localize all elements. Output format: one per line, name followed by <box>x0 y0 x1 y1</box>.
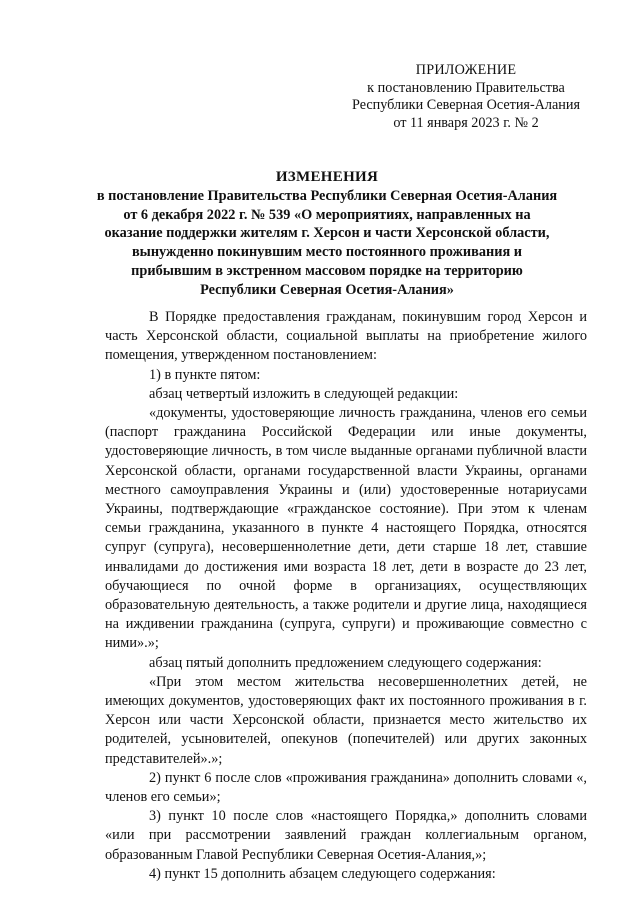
item-1-paragraph-b: абзац пятый дополнить предложением следующего содержания: <box>149 654 542 671</box>
intro-paragraph: В Порядке предоставления гражданам, покинувшим город Херсон и часть Херсонской области, социальной выплаты на приобретение жилого помещения, утвержденном постановлением: <box>105 309 587 364</box>
item-1-quote-2: «При этом местом жительства несовершеннолетних детей, не имеющих документов, удостоверяющих факт их постоянного проживания в г. Херсон или части Херсонской области, признается место жительство их родителей, усыновителей, опекунов (попечителей) или других законных представителей».»; <box>105 673 587 767</box>
title-line-1: в постановление Правительства Республики Северная Осетия-Алания <box>96 187 558 204</box>
document-body <box>105 308 587 884</box>
item-1: 1) в пункте пятом: <box>149 366 261 383</box>
item-1-paragraph-a: абзац четвертый изложить в следующей редакции: <box>149 385 459 402</box>
title-line-6: Республики Северная Осетия-Алания» <box>200 281 454 298</box>
appendix-line-2: Республики Северная Осетия-Алания <box>351 97 580 113</box>
appendix-line-1: к постановлению Правительства <box>367 79 565 96</box>
item-1-quote: «документы, удостоверяющие личность гражданина, членов его семьи (паспорт гражданина Российской Федерации или иные документы, удостоверяющие личность, в том числе выданные органами публичной власти Херсонской области, органами государственной власти Украины, органами местного самоуправления Украины и (или) удостоверенные нотариусами Украины, подтверждающие «гражданское состояние). При этом к членам семьи гражданина, указанного в пункте 4 настоящего Порядка, относятся супруг (супруга), несовершеннолетние дети, дети старше 18 лет, ставшие инвалидами до достижения ими возраста 18 лет, дети в возрасте до 23 лет, обучающиеся по очной форме в организациях, осуществляющих образовательную деятельность, а также родители и другие лица, находящиеся на иждивении гражданина (супруга, супруги) и проживающие совместно с ними».»; <box>105 405 587 652</box>
appendix-heading: ПРИЛОЖЕНИЕ <box>415 62 517 78</box>
appendix-block <box>338 62 594 132</box>
document-title <box>92 168 562 300</box>
item-2: 2) пункт 6 после слов «проживания гражданина» дополнить словами «, членов его семьи»; <box>105 769 587 806</box>
title-line-3: оказание поддержки жителям г. Херсон и части Херсонской области, <box>104 225 550 242</box>
title-line-5: прибывшим в экстренном массовом порядке на территорию <box>131 262 523 279</box>
appendix-line-3: от 11 января 2023 г. № 2 <box>393 114 539 131</box>
item-3: 3) пункт 10 после слов «настоящего Порядка,» дополнить словами «или при рассмотрении заявлений граждан коллегиальным органом, образованным Главой Республики Северная Осетия-Алания,»; <box>105 808 587 863</box>
title-line-2: от 6 декабря 2022 г. № 539 «О мероприятиях, направленных на <box>123 206 531 223</box>
title-caps: ИЗМЕНЕНИЯ <box>275 169 379 185</box>
item-4: 4) пункт 15 дополнить абзацем следующего содержания: <box>149 865 496 882</box>
title-line-4: вынужденно покинувшим место постоянного проживания и <box>131 244 523 261</box>
